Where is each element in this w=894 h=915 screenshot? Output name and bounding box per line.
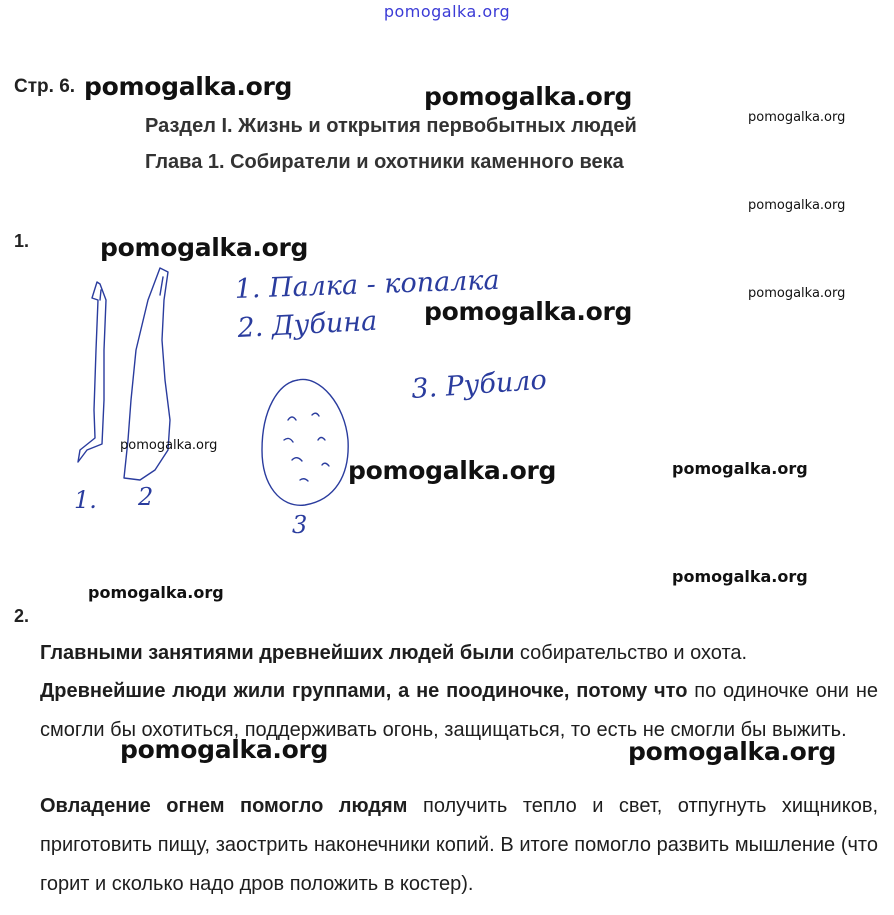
watermark-3: pomogalka.org <box>748 110 846 125</box>
answer-paragraph-1 <box>14 634 878 673</box>
hw-line-2: 2. Дубина <box>236 305 378 344</box>
watermark-4: pomogalka.org <box>748 198 846 213</box>
watermark-14: pomogalka.org <box>628 737 837 766</box>
hw-line-1: 1. Палка - копалка <box>234 264 501 305</box>
hw-label-3: 3 <box>292 511 308 539</box>
hand-axe-sketch <box>262 379 348 505</box>
hw-label-2: 2 <box>138 483 154 511</box>
watermark-10: pomogalka.org <box>672 459 808 478</box>
p1-rest: собирательство и охота. <box>514 642 748 664</box>
watermark-7: pomogalka.org <box>424 297 633 326</box>
watermark-8: pomogalka.org <box>120 438 218 453</box>
watermark-11: pomogalka.org <box>672 567 808 586</box>
task-2-number: 2. <box>14 606 30 626</box>
page-label: Стр. 6. <box>14 76 76 97</box>
p2-bold: Древнейшие люди жили группами, а не поодиночке, потому что <box>40 680 688 702</box>
digging-stick-sketch <box>78 282 106 462</box>
task-1-number: 1. <box>14 231 30 251</box>
watermark-9: pomogalka.org <box>348 456 557 485</box>
section-title: Раздел I. Жизнь и открытия первобытных людей <box>145 115 637 137</box>
chapter-title: Глава 1. Собиратели и охотники каменного века <box>145 151 624 173</box>
answer-paragraph-3 <box>14 787 878 904</box>
hw-line-3: 3. Рубило <box>410 364 548 405</box>
p2-rest: по одиночке они не смогли бы охотиться, поддерживать огонь, защищаться, то есть не смогли бы выжить. <box>40 680 878 741</box>
watermark-2: pomogalka.org <box>424 82 633 111</box>
watermark-5: pomogalka.org <box>100 233 309 262</box>
p3-rest: получить тепло и свет, отпугнуть хищников, приготовить пищу, заострить наконечники копий. В итоге помогло развить мышление (что горит и сколько надо дров положить в костер). <box>40 795 879 895</box>
watermark-6: pomogalka.org <box>748 286 846 301</box>
watermark-13: pomogalka.org <box>120 735 329 764</box>
hw-label-1: 1. <box>74 486 97 514</box>
watermark-1: pomogalka.org <box>84 72 293 101</box>
p1-bold: Главными занятиями древнейших людей были <box>40 642 515 664</box>
p3-bold: Овладение огнем помогло людям <box>40 795 408 817</box>
watermark-12: pomogalka.org <box>88 583 224 602</box>
top-watermark: pomogalka.org <box>383 2 511 21</box>
